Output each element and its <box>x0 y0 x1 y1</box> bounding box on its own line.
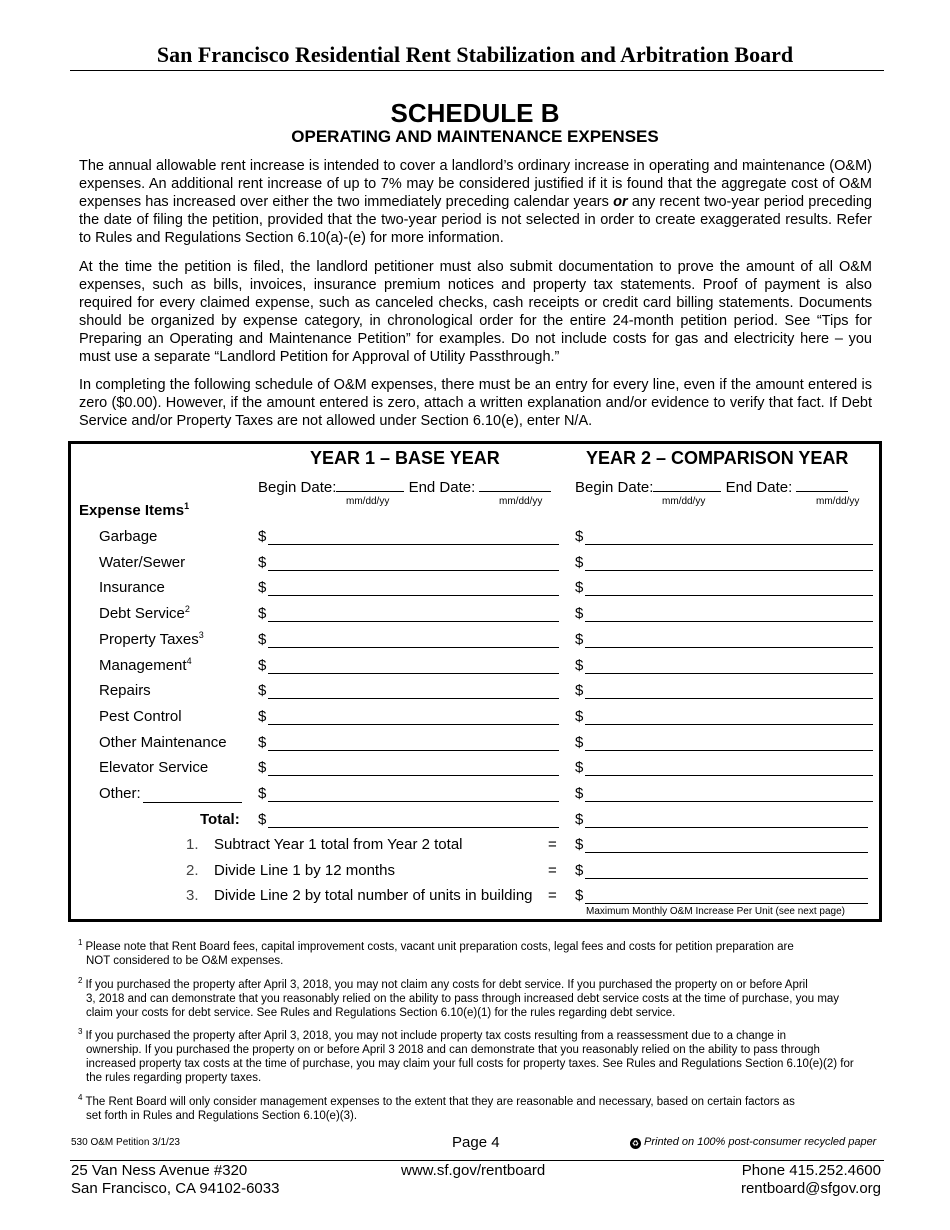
year1-begin-date-input[interactable] <box>336 478 404 492</box>
expense-item-name: Pest Control <box>99 708 182 725</box>
year1-dollar-sign: $ <box>258 657 267 674</box>
year1-end-date-input[interactable] <box>479 478 551 492</box>
footer-rule <box>70 1160 884 1161</box>
year1-dollar-sign: $ <box>258 682 267 699</box>
year2-amount-input[interactable] <box>585 570 873 571</box>
year1-begin-date-label: Begin Date: <box>258 479 337 496</box>
year2-amount-input[interactable] <box>585 801 873 802</box>
year1-dollar-sign: $ <box>258 811 267 828</box>
year1-dollar-sign: $ <box>258 734 267 751</box>
calc-line-text: Divide Line 2 by total number of units in building <box>214 887 533 904</box>
calc-equals: = <box>548 836 557 853</box>
year2-amount-input[interactable] <box>585 544 873 545</box>
expense-item-name: Debt Service <box>99 605 185 622</box>
expense-item-name: Other Maintenance <box>99 734 227 751</box>
year1-date-row <box>258 478 551 496</box>
year2-dollar-sign: $ <box>575 785 584 802</box>
year1-dollar-sign: $ <box>258 605 267 622</box>
year2-amount-input[interactable] <box>585 595 873 596</box>
expense-item-label <box>99 528 157 545</box>
year2-dollar-sign: $ <box>575 708 584 725</box>
expense-item-name: Water/Sewer <box>99 554 186 571</box>
footnote-number: 4 <box>78 1093 83 1103</box>
year2-heading: YEAR 2 – COMPARISON YEAR <box>586 448 849 468</box>
year2-begin-date-input[interactable] <box>653 478 721 492</box>
year1-dollar-sign: $ <box>258 528 267 545</box>
footnote-ref: 2 <box>184 604 190 614</box>
year2-amount-input[interactable] <box>585 621 873 622</box>
year1-begin-format-hint: mm/dd/yy <box>346 496 390 507</box>
year1-dollar-sign: $ <box>258 759 267 776</box>
board-address <box>71 1162 279 1198</box>
calc-line-number: 3. <box>186 887 199 904</box>
year2-amount-input[interactable] <box>585 724 873 725</box>
calc-equals: = <box>548 862 557 879</box>
max-increase-note: Maximum Monthly O&M Increase Per Unit (see next page) <box>586 906 845 917</box>
year2-dollar-sign: $ <box>575 605 584 622</box>
expense-item-label <box>99 785 141 802</box>
board-title: San Francisco Residential Rent Stabilization and Arbitration Board <box>156 42 794 67</box>
calc-result-input[interactable] <box>585 878 868 879</box>
intro-p1-or: or <box>613 194 628 210</box>
board-contact <box>741 1162 881 1198</box>
expense-item-name: Repairs <box>99 682 151 699</box>
year2-dollar-sign: $ <box>575 811 584 828</box>
footnote-number: 1 <box>78 938 83 948</box>
footnote <box>78 1029 868 1085</box>
footnote-text: If you purchased the property after April 3, 2018, you may not claim any costs for debt service. If you purchased the property on or before April <box>85 979 808 991</box>
calc-line-number: 1. <box>186 836 199 853</box>
email-link[interactable]: rentboard@sfgov.org <box>740 1180 881 1197</box>
footnote-continuation: NOT considered to be O&M expenses. <box>86 955 284 967</box>
recycled-note <box>630 1136 876 1149</box>
calc-result-input[interactable] <box>585 852 868 853</box>
year1-dollar-sign: $ <box>258 708 267 725</box>
recycled-text: Printed on 100% post-consumer recycled paper <box>644 1136 877 1148</box>
expense-item-name: Property Taxes <box>99 631 199 648</box>
expense-item-label <box>99 759 208 776</box>
year2-date-row <box>575 478 848 496</box>
expense-item-label <box>99 734 227 751</box>
year2-dollar-sign: $ <box>575 682 584 699</box>
year2-dollar-sign: $ <box>575 631 584 648</box>
year2-amount-input[interactable] <box>585 698 873 699</box>
year2-dollar-sign: $ <box>575 759 584 776</box>
calc-line-text: Subtract Year 1 total from Year 2 total <box>214 836 463 853</box>
calc-dollar-sign: $ <box>575 887 584 904</box>
expense-item-name: Management <box>99 657 187 674</box>
year2-end-date-label: End Date: <box>725 479 793 496</box>
year2-amount-input[interactable] <box>585 673 873 674</box>
expense-items-footnote-ref: 1 <box>184 501 190 511</box>
expense-item-name: Elevator Service <box>99 759 209 776</box>
form-code: 530 O&M Petition 3/1/23 <box>71 1137 180 1148</box>
schedule-subtitle: OPERATING AND MAINTENANCE EXPENSES <box>291 127 659 146</box>
intro-paragraph-3: In completing the following schedule of O&M expenses, there must be an entry for every line, even if the amount entered is zero ($0.00). However, if the amount entered is zero, attach a written explanation and/or evidence to verify that fact. If Debt Service and/or Property Taxes are not allowed under Section 6.10(e), enter N/A. <box>79 377 872 429</box>
year2-dollar-sign: $ <box>575 554 584 571</box>
year2-dollar-sign: $ <box>575 579 584 596</box>
year1-amount-input[interactable] <box>268 698 559 699</box>
year2-end-date-input[interactable] <box>796 478 848 492</box>
schedule-title: SCHEDULE B <box>390 98 560 128</box>
other-description-input[interactable] <box>143 802 242 803</box>
year1-dollar-sign: $ <box>258 579 267 596</box>
year2-begin-date-label: Begin Date: <box>575 479 654 496</box>
expense-item-label <box>99 682 151 699</box>
calc-equals: = <box>548 887 557 904</box>
expense-item-name: Garbage <box>99 528 158 545</box>
address-line-1: 25 Van Ness Avenue #320 <box>71 1162 248 1179</box>
calc-dollar-sign: $ <box>575 862 584 879</box>
footnote-ref: 3 <box>198 630 204 640</box>
year1-amount-input[interactable] <box>268 621 559 622</box>
year1-heading: YEAR 1 – BASE YEAR <box>310 448 500 468</box>
intro-paragraph-2: At the time the petition is filed, the landlord petitioner must also submit documentation to prove the amount of all O&M expenses, such as bills, invoices, insurance premium notices and property tax statements. Proof of payment is also required for every claimed expense, such as canceled checks, cash receipts or credit card billing statements. Documents should be organized by expense category, in chronological order for the entire 24-month petition period. See “Tips for Preparing an Operating and Maintenance Petition” for examples. Do not include costs for gas and electricity here – you must use a separate “Landlord Petition for Approval of Utility Passthrough.” <box>79 259 872 365</box>
calc-dollar-sign: $ <box>575 836 584 853</box>
expense-item-name: Insurance <box>99 579 165 596</box>
footnote-continuation: set forth in Rules and Regulations Section 6.10(e)(3). <box>86 1110 358 1122</box>
year1-amount-input[interactable] <box>268 801 559 802</box>
year1-amount-input[interactable] <box>268 775 559 776</box>
footnote <box>78 1095 868 1123</box>
intro-p1-part-a: The annual allowable rent increase is intended to cover a landlord’s ordinary increase in operating and maintenance (O&M) expenses. An additional rent increase of up to 7% may be considered justified if it is found that the aggregate cost of O&M expenses has increased over either the two immediately preceding calendar years <box>79 158 872 210</box>
footnote-number: 3 <box>78 1027 83 1037</box>
footnote-continuation: ownership. If you purchased the property on or before April 3 2018 and can demonstrate that you reasonably relied on the ability to pass through increased property tax costs at the time of purchase, you may claim your full costs for property taxes. See Rules and Regulations Section 6.10(e)(2) for the rules regarding property taxes. <box>86 1044 854 1084</box>
year1-end-format-hint: mm/dd/yy <box>499 496 543 507</box>
year1-dollar-sign: $ <box>258 631 267 648</box>
expense-item-label <box>99 579 165 596</box>
year2-total-input[interactable] <box>585 827 868 828</box>
footnote-number: 2 <box>78 976 83 986</box>
expense-item-label <box>99 605 190 622</box>
calc-result-input[interactable] <box>585 903 868 904</box>
total-label: Total: <box>200 811 240 828</box>
year2-amount-input[interactable] <box>585 775 873 776</box>
year1-amount-input[interactable] <box>268 673 559 674</box>
footnote <box>78 940 868 968</box>
address-line-2: San Francisco, CA 94102-6033 <box>71 1180 280 1197</box>
year1-end-date-label: End Date: <box>408 479 476 496</box>
year2-amount-input[interactable] <box>585 647 873 648</box>
footnote <box>78 978 868 1020</box>
year1-amount-input[interactable] <box>268 750 559 751</box>
year1-amount-input[interactable] <box>268 544 559 545</box>
expense-item-label <box>99 554 185 571</box>
year1-amount-input[interactable] <box>268 570 559 571</box>
year2-dollar-sign: $ <box>575 657 584 674</box>
year2-dollar-sign: $ <box>575 734 584 751</box>
footnote-text: Please note that Rent Board fees, capital improvement costs, vacant unit preparation costs, legal fees and costs for petition preparation are <box>85 941 794 953</box>
year2-dollar-sign: $ <box>575 528 584 545</box>
header-rule <box>70 70 884 71</box>
year1-dollar-sign: $ <box>258 785 267 802</box>
year1-amount-input[interactable] <box>268 595 559 596</box>
expense-items-label: Expense Items <box>79 502 185 519</box>
website-link[interactable]: www.sf.gov/rentboard <box>401 1162 546 1179</box>
year1-dollar-sign: $ <box>258 554 267 571</box>
year2-amount-input[interactable] <box>585 750 873 751</box>
calc-line-text: Divide Line 1 by 12 months <box>214 862 395 879</box>
intro-paragraph-1 <box>79 157 872 247</box>
intro-p1-part-b: any recent two-year period preceding the date of filing the petition, provided that the two-year period is not selected in order to create exaggerated results. Refer to Rules and Regulations Section 6.10(a)-(e) for more information. <box>79 194 872 246</box>
expense-item-label <box>99 657 192 674</box>
year2-begin-format-hint: mm/dd/yy <box>662 496 706 507</box>
expense-item-label <box>99 708 182 725</box>
expense-item-label <box>99 631 204 648</box>
footnote-text: The Rent Board will only consider management expenses to the extent that they are reasonable and necessary, based on certain factors as <box>85 1096 795 1108</box>
phone-number: Phone 415.252.4600 <box>741 1162 881 1179</box>
year2-end-format-hint: mm/dd/yy <box>816 496 860 507</box>
expense-item-name: Other: <box>99 785 141 802</box>
calc-line-number: 2. <box>186 862 199 879</box>
footnote-ref: 4 <box>186 656 192 666</box>
year1-amount-input[interactable] <box>268 724 559 725</box>
footnote-text: If you purchased the property after April 3, 2018, you may not include property tax costs resulting from a reassessment due to a change in <box>85 1030 787 1042</box>
year1-total-input[interactable] <box>268 827 559 828</box>
page-number: Page 4 <box>452 1134 500 1151</box>
year1-amount-input[interactable] <box>268 647 559 648</box>
expense-items-heading <box>79 502 189 519</box>
recycle-icon: ♻ <box>631 1139 640 1148</box>
footnote-continuation: 3, 2018 and can demonstrate that you reasonably relied on the ability to pass through increased debt service costs at the time of purchase, you may claim your costs for debt service. See Rules and Regulations Section 6.10(e)(1) for the rules regarding debt service. <box>86 993 840 1019</box>
